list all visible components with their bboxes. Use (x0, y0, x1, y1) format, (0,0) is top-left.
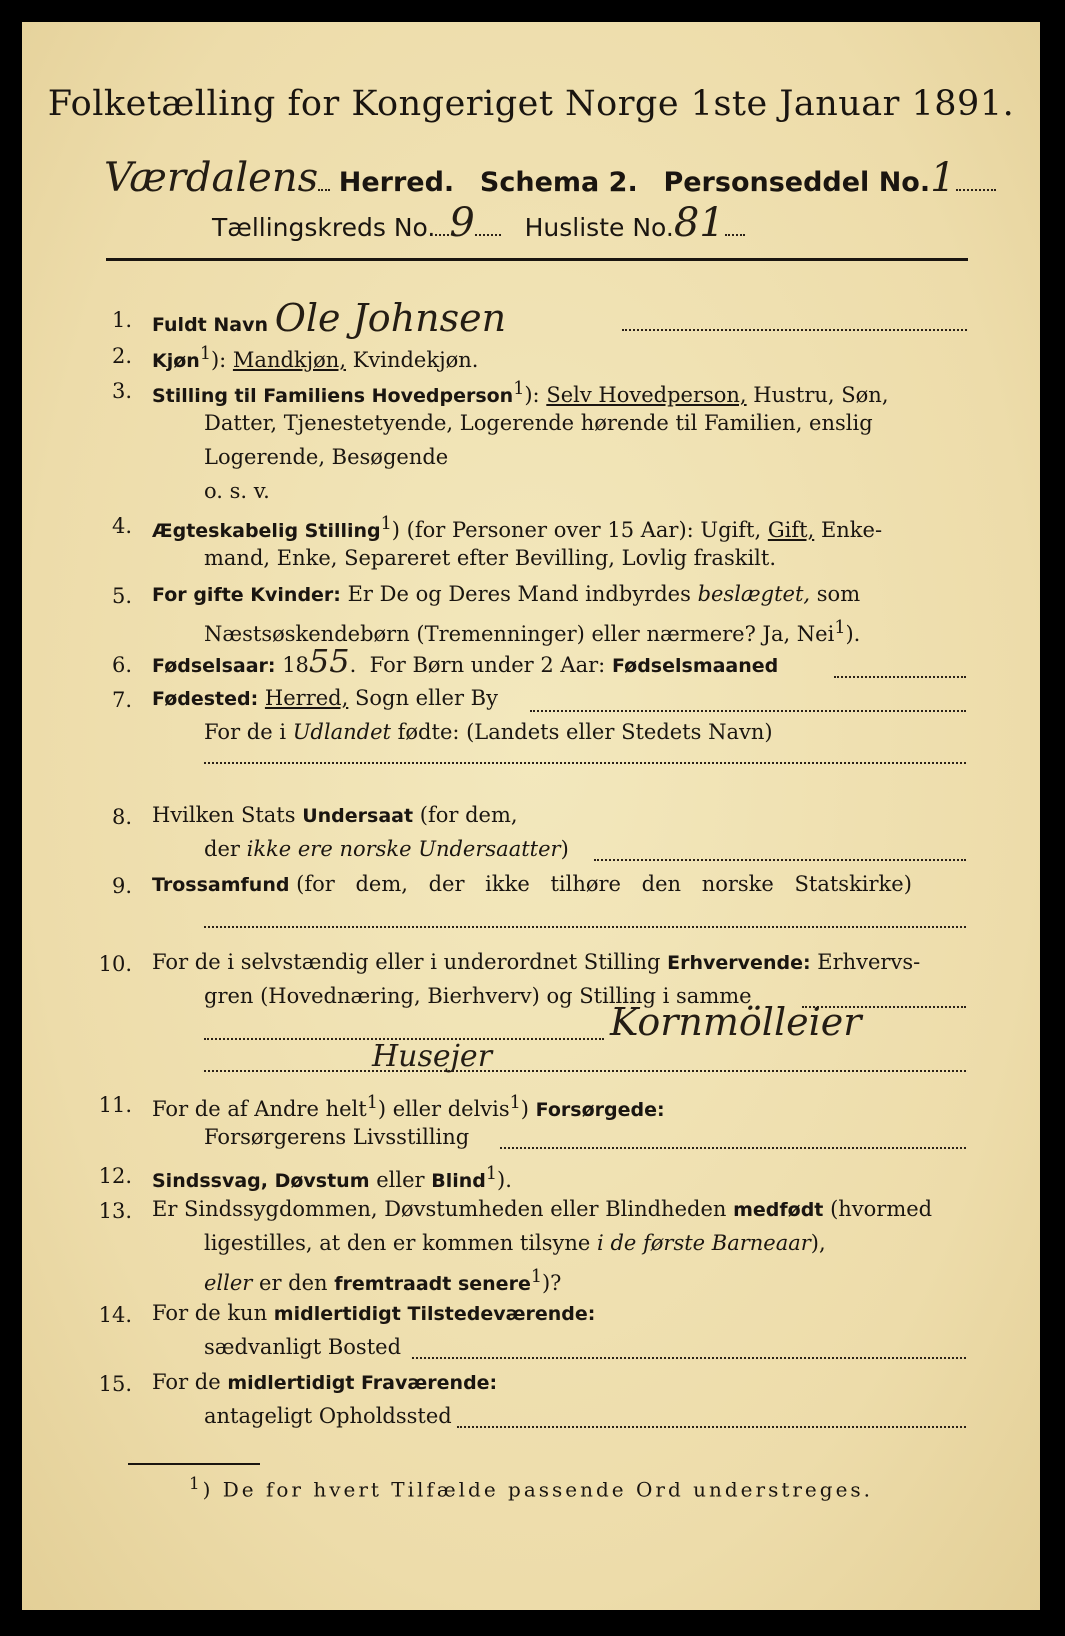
q10-value2-line (372, 1040, 492, 1076)
q6-line: Fødselsaar: 1855. For Børn under 2 Aar: Fødselsmaaned (152, 642, 779, 680)
q10-number: 10. (98, 952, 132, 976)
q10-value1-line (610, 1000, 862, 1045)
q6-number: 6. (111, 653, 132, 677)
taellingskreds-label: Tællingskreds No. (212, 213, 436, 242)
q5-line2: Næstsøskendebørn (Tremenninger) eller nærmere? Ja, Nei$^1$). (204, 618, 861, 646)
census-form (22, 22, 1040, 1610)
q14-line2: sædvanligt Bosted (204, 1335, 402, 1359)
q14-dotted-line (412, 1357, 966, 1359)
q13-line3: eller er den fremtraadt senere$^1$)? (204, 1267, 562, 1295)
q3-line4: o. s. v. (204, 479, 270, 503)
q15-line1: For de midlertidigt Fraværende: (152, 1370, 498, 1394)
q7-dotted-line2 (204, 762, 966, 764)
form-title: Folketælling for Kongeriget Norge 1ste Januar 1891. (47, 84, 1015, 124)
q7-line2: For de i Udlandet fødte: (Landets eller Stedets Navn) (204, 720, 773, 744)
q2-option-mandkjon: Mandkjøn, (232, 348, 346, 372)
q10-label: Erhvervende: (667, 952, 811, 974)
q7-label: Fødested: (152, 688, 259, 710)
q12-number: 12. (98, 1164, 132, 1188)
q8-label: Undersaat (302, 805, 414, 827)
q11-number: 11. (98, 1093, 132, 1117)
q1-label: Fuldt Navn (152, 314, 269, 336)
husliste-number: 81 (673, 200, 725, 246)
q7-dotted-line1 (530, 710, 966, 712)
q1-name-handwritten: Ole Johnsen (274, 296, 507, 340)
q6-year-handwritten: 55 (308, 642, 350, 680)
q11-line1: For de af Andre helt$^1$) eller delvis$^1$) Forsørgede: (152, 1093, 665, 1121)
q15-dotted-line (457, 1426, 966, 1428)
husliste-label: Husliste No. (524, 213, 674, 242)
q9-dotted-line (204, 926, 966, 928)
q10-occupation-handwritten: Kornmölleier (610, 1000, 862, 1044)
q7-selected: Herred, (264, 686, 349, 710)
q13-line2: ligestilles, at den er kommen tilsyne i de første Barneaar), (204, 1231, 826, 1255)
q11-label: Forsørgede: (535, 1099, 665, 1121)
q15-label: midlertidigt Fraværende: (227, 1372, 498, 1394)
personseddel-number: 1 (930, 155, 956, 201)
q6-dotted-line (834, 676, 966, 678)
q12-label2: Blind (431, 1170, 486, 1192)
footnote: $^1$) De for hvert Tilfælde passende Ord understreges. (188, 1474, 874, 1502)
q12-label1: Sindssvag, Døvstum (152, 1170, 370, 1192)
q15-line2: antageligt Opholdssted (204, 1404, 452, 1428)
q7-number: 7. (111, 688, 132, 712)
q13-number: 13. (98, 1199, 132, 1223)
q13-line1: Er Sindssygdommen, Døvstumheden eller Blindheden medfødt (hvormed (152, 1197, 933, 1221)
q2-number: 2. (111, 344, 132, 368)
q9-number: 9. (111, 874, 132, 898)
q12-line: Sindssvag, Døvstum eller Blind$^1$). (152, 1164, 512, 1192)
q3-number: 3. (111, 379, 132, 403)
q10-line2: gren (Hovednæring, Bierhverv) og Stilling i samme (204, 984, 752, 1008)
q8-number: 8. (111, 805, 132, 829)
q15-number: 15. (98, 1372, 132, 1396)
q4-selected: Gift, (767, 518, 815, 542)
q10-dotted-line3 (204, 1070, 966, 1072)
header-row-herred (104, 155, 996, 201)
q9-line1: Trossamfund (for dem, der ikke tilhøre den norske Statskirke) (152, 872, 912, 896)
q8-line2: der ikke ere norske Undersaatter) (204, 837, 569, 861)
q14-line1: For de kun midlertidigt Tilstedeværende: (152, 1301, 596, 1325)
schema-label: Schema 2. (479, 167, 638, 198)
q8-dotted-line (594, 859, 966, 861)
taellingskreds-number: 9 (449, 200, 475, 246)
herred-label: Herred. (338, 167, 455, 198)
q3-line1: Stilling til Familiens Hovedperson$^1$): Selv Hovedperson, Hustru, Søn, (152, 379, 889, 407)
q3-label: Stilling til Familiens Hovedperson (152, 385, 514, 407)
q1-number: 1. (111, 308, 132, 332)
q10-occupation2-handwritten: Husejer (372, 1039, 493, 1074)
q14-label: midlertidigt Tilstedeværende: (273, 1303, 596, 1325)
q3-selected: Selv Hovedperson, (546, 383, 747, 407)
personseddel-label: Personseddel No. (663, 167, 931, 198)
q6-label: Fødselsaar: (152, 655, 276, 677)
q4-label: Ægteskabelig Stilling (152, 520, 381, 542)
q10-line1: For de i selvstændig eller i underordnet Stilling Erhvervende: Erhvervs- (152, 950, 921, 974)
q3-line3: Logerende, Besøgende (204, 445, 449, 469)
q8-line1: Hvilken Stats Undersaat (for dem, (152, 803, 518, 827)
q1-line (152, 296, 507, 342)
q11-line2: Forsørgerens Livsstilling (204, 1125, 470, 1149)
header-row-kreds (212, 200, 745, 246)
q1-dotted-line (622, 329, 967, 331)
q2-label: Kjøn (152, 350, 200, 372)
q4-line2: mand, Enke, Separeret efter Bevilling, Lovlig fraskilt. (204, 546, 777, 570)
q9-label: Trossamfund (152, 874, 290, 896)
q14-number: 14. (98, 1303, 132, 1327)
q4-number: 4. (111, 514, 132, 538)
q5-number: 5. (111, 584, 132, 608)
q7-line1: Fødested: Herred, Sogn eller By (152, 686, 498, 710)
q3-line2: Datter, Tjenestetyende, Logerende hørende til Familien, enslig (204, 411, 873, 435)
q2-line: Kjøn$^1$): Mandkjøn, Kvindekjøn. (152, 344, 479, 372)
q6-label2: Fødselsmaaned (611, 655, 779, 677)
q11-dotted-line (500, 1147, 966, 1149)
header-divider (106, 258, 968, 261)
q5-line1: For gifte Kvinder: Er De og Deres Mand indbyrdes beslægtet, som (152, 582, 861, 606)
q13-label: medfødt (733, 1199, 824, 1221)
herred-name-handwritten: Værdalens (104, 155, 319, 201)
q2-option-kvindekjon: Kvindekjøn. (352, 348, 479, 372)
q4-line1: Ægteskabelig Stilling$^1$) (for Personer over 15 Aar): Ugift, Gift, Enke- (152, 514, 883, 542)
footnote-rule (128, 1463, 260, 1465)
q5-label: gifte Kvinder: (193, 584, 341, 606)
